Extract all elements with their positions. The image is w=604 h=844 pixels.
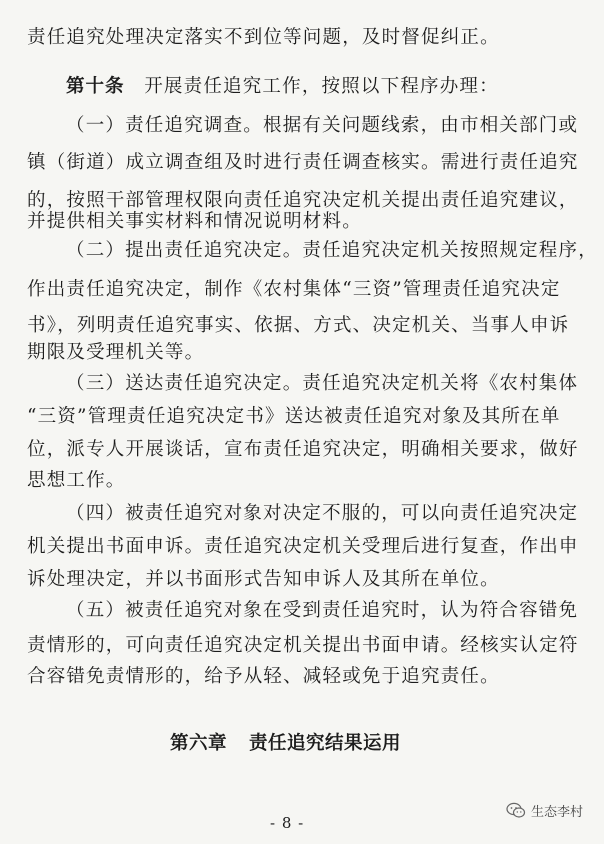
article-heading-line: 第十条 开展责任追究工作，按照以下程序办理： xyxy=(66,76,499,97)
text-line: 机关提出书面申诉。责任追究决定机关受理后进行复查，作出申 xyxy=(27,536,579,557)
text-line: 期限及受理机关等。 xyxy=(27,342,205,363)
page-number: - 8 - xyxy=(270,814,305,832)
text-line: 思想工作。 xyxy=(27,470,126,491)
text-line: 镇（街道）成立调查组及时进行责任调查核实。需进行责任追究 xyxy=(27,152,579,173)
text-line: 诉处理决定，并以书面形式告知申诉人及其所在单位。 xyxy=(27,569,500,590)
text-line: 责任追究处理决定落实不到位等问题，及时督促纠正。 xyxy=(27,27,500,48)
text-line: 的，按照干部管理权限向责任追究决定机关提出责任追究建议， xyxy=(27,190,579,211)
text-line: 合容错免责情形的，给予从轻、减轻或免于追究责任。 xyxy=(27,666,500,687)
text-line: （四）被责任追究对象对决定不服的，可以向责任追究决定 xyxy=(66,503,579,524)
chapter-title: 责任追究结果运用 xyxy=(249,733,402,754)
chapter-heading xyxy=(170,729,401,759)
text-line: 并提供相关事实材料和情况说明材料。 xyxy=(27,211,362,232)
wechat-icon xyxy=(506,802,526,819)
text-line: “三资”管理责任追究决定书》送达被责任追究对象及其所在单 xyxy=(27,406,561,427)
text-line: 责情形的，可向责任追究决定机关提出书面申请。经核实认定符 xyxy=(27,635,579,656)
text-line: （五）被责任追究对象在受到责任追究时，认为符合容错免 xyxy=(66,600,579,621)
chapter-number: 第六章 xyxy=(170,733,228,754)
watermark-label: 生态李村 xyxy=(531,805,584,820)
text-line: 书》，列明责任追究事实、依据、方式、决定机关、当事人申诉 xyxy=(27,315,570,336)
text-line: 作出责任追究决定，制作《农村集体“三资”管理责任追究决定 xyxy=(27,279,561,300)
account-watermark xyxy=(506,801,583,820)
text-line: （一）责任追究调查。根据有关问题线索，由市相关部门或 xyxy=(66,115,579,136)
article-number: 第十条 xyxy=(66,76,125,97)
text-line: （三）送达责任追究决定。责任追究决定机关将《农村集体 xyxy=(66,373,579,394)
text-line: （二）提出责任追究决定。责任追究决定机关按照规定程序， xyxy=(66,240,598,261)
text-line: 位，派专人开展谈话，宣布责任追究决定，明确相关要求，做好 xyxy=(27,439,579,460)
